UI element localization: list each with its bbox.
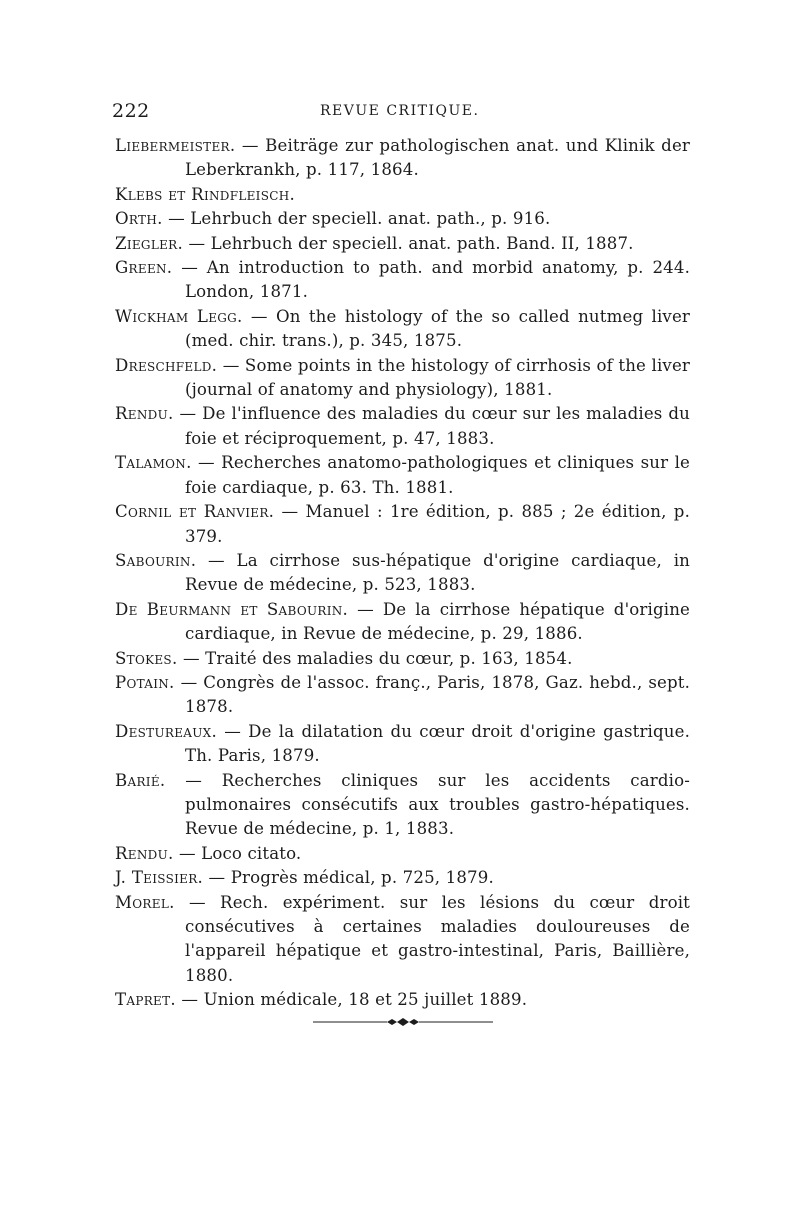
reference-author: Sabourin. [115,550,197,570]
reference-entry [115,207,690,231]
reference-entry [115,671,690,720]
reference-text: — Lehrbuch der speciell. anat. path. Band. II, 1887. [183,233,634,253]
reference-author: Talamon. [115,453,192,473]
reference-entry [115,988,690,1012]
reference-text: — Beiträge zur pathologischen anat. und Klinik der Leberkrankh, p. 117, 1864. [185,136,690,180]
reference-entry [115,647,690,671]
reference-entry [115,232,690,256]
reference-author: Rendu. [115,404,174,424]
reference-author: J. Teissier. [115,868,204,888]
reference-author: Morel. [115,892,175,912]
reference-text: — Union médicale, 18 et 25 juillet 1889. [175,990,528,1010]
reference-author: Liebermeister. [115,136,236,155]
reference-entry [115,769,690,842]
ornament-diamond-right [409,1019,419,1025]
reference-author: Destureaux. [115,721,218,741]
reference-text: — An introduction to path. and morbid anatomy, p. 244. London, 1871. [172,258,690,302]
reference-entry [115,549,690,598]
reference-text: — La cirrhose sus-hépatique d'origine cardiaque, in Revue de médecine, p. 523, 1883. [185,550,690,595]
reference-author: Dreschfeld. [115,355,218,375]
reference-author: Stokes. [115,648,178,668]
reference-entry [115,451,690,500]
ornament-diamond-center [397,1018,409,1026]
reference-text: — Progrès médical, p. 725, 1879. [203,868,494,888]
reference-author: Potain. [115,672,175,692]
reference-entry [115,305,690,354]
reference-entry [115,402,690,451]
end-ornament [313,1016,493,1028]
reference-text: — Congrès de l'assoc. franç., Paris, 1878, Gaz. hebd., sept. 1878. [174,672,690,717]
reference-entry [115,866,690,890]
running-head [112,100,692,126]
reference-text: — Manuel : 1re édition, p. 885 ; 2e édition, p. 379. [185,502,690,546]
reference-entry [115,598,690,647]
reference-entry [115,256,690,305]
reference-list [115,134,690,1013]
ornament-diamond-left [387,1019,397,1025]
reference-entry [115,842,690,866]
reference-text: — Loco citato. [173,843,302,863]
reference-text: — Recherches anatomo-pathologiques et cliniques sur le foie cardiaque, p. 63. Th. 1881. [185,453,690,497]
reference-author: Ziegler. [115,233,184,253]
reference-text: — Traité des maladies du cœur, p. 163, 1854. [177,648,573,668]
reference-entry [115,134,690,183]
reference-entry [115,891,690,989]
reference-author: Tapret. [115,990,176,1010]
reference-text: — Some points in the histology of cirrhosis of the liver (journal of anatomy and physiology), 1881. [185,355,690,400]
reference-text: — De la dilatation du cœur droit d'origine gastrique. Th. Paris, 1879. [185,721,690,766]
reference-author: Klebs et Rindfleisch. [115,184,296,204]
page-number: 222 [112,100,150,122]
journal-title: REVUE CRITIQUE. [320,103,480,119]
reference-text: — Rech. expériment. sur les lésions du cœur droit consécutives à certaines maladies douloureuses de l'appareil hépatique et gastro-intestinal, Paris, Baillière, 1880. [174,892,690,985]
reference-author: Orth. [115,209,163,229]
reference-text: — Recherches cliniques sur les accidents cardio-pulmonaires consécutifs aux troubles gastro-hépatiques. Revue de médecine, p. 1, 1883. [165,770,690,839]
reference-entry [115,354,690,403]
reference-author: Rendu. [115,843,174,863]
reference-text: — Lehrbuch der speciell. anat. path., p. 916. [162,209,551,229]
reference-text: — On the histology of the so called nutmeg liver (med. chir. trans.), p. 345, 1875. [185,306,690,351]
reference-author: Wickham Legg. [115,306,243,326]
reference-entry [115,183,690,207]
reference-author: De Beurmann et Sabourin. [115,599,349,619]
reference-text: — De la cirrhose hépatique d'origine cardiaque, in Revue de médecine, p. 29, 1886. [185,599,691,644]
reference-author: Cornil et Ranvier. [115,502,275,522]
reference-entry [115,500,690,549]
reference-author: Barié. [115,770,166,790]
reference-author: Green. [115,258,173,278]
reference-entry [115,720,690,769]
reference-text: — De l'influence des maladies du cœur sur les maladies du foie et réciproquement, p. 47, 1883. [173,404,690,448]
